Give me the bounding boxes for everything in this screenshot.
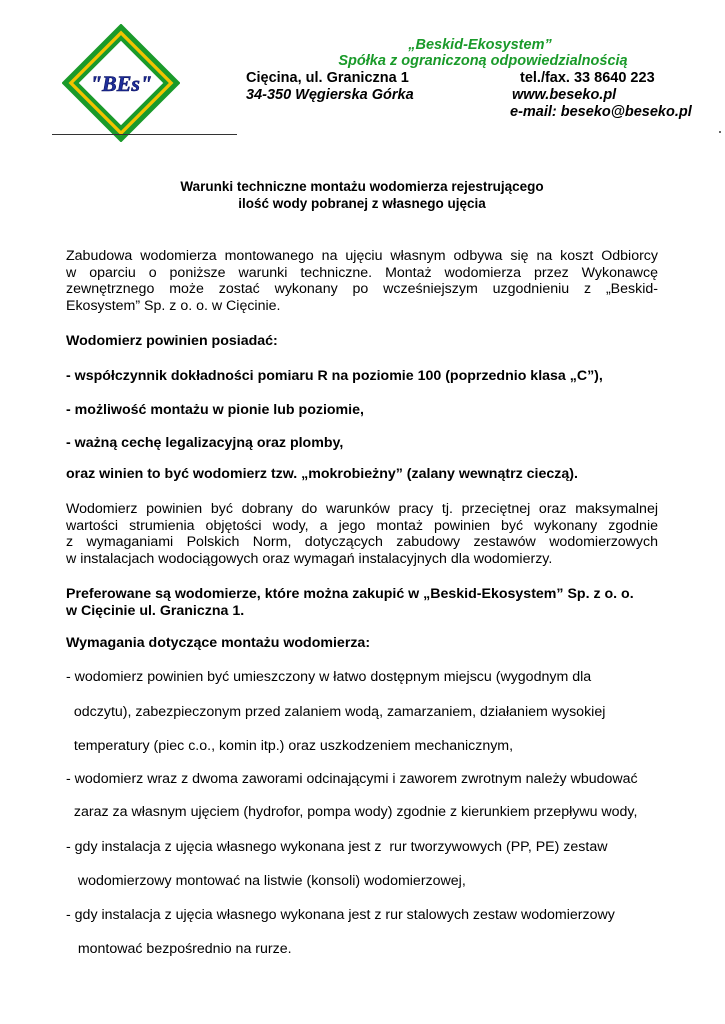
document-title <box>66 178 658 212</box>
requirement-item: - możliwość montażu w pionie lub poziomie, <box>66 402 364 418</box>
preferred-paragraph <box>66 586 658 619</box>
company-name: „Beskid-Ekosystem” <box>408 37 552 53</box>
company-phone: tel./fax. 33 8640 223 <box>520 70 655 86</box>
installation-line: wodomierzowy montować na listwie (konsoli) wodomierzowej, <box>66 873 466 889</box>
company-website: www.beseko.pl <box>512 87 617 103</box>
paragraph-line: Ekosystem” Sp. z o. o. w Cięcinie. <box>66 297 281 314</box>
company-type: Spółka z ograniczoną odpowiedzialnością <box>338 53 628 69</box>
installation-line: odczytu), zabezpieczonym przed zalaniem wodą, zamarzaniem, działaniem wysokiej <box>66 704 606 720</box>
installation-heading: Wymagania dotyczące montażu wodomierza: <box>66 635 371 651</box>
paragraph-line: w instalacjach wodociągowych oraz wymagań instalacyjnych dla wodomierzy. <box>66 550 553 567</box>
installation-line: temperatury (piec c.o., komin itp.) oraz uszkodzeniem mechanicznym, <box>66 738 514 754</box>
paragraph-line: Zabudowa wodomierza montowanego na ujęciu własnym odbywa się na koszt Odbiorcy <box>66 248 658 264</box>
requirements-heading: Wodomierz powinien posiadać: <box>66 333 278 349</box>
intro-paragraph <box>66 248 658 314</box>
header-divider <box>52 134 237 135</box>
paragraph-line: z wymaganiami Polskich Norm, dotyczących zabudowy zestawów wodomierzowych <box>66 534 658 550</box>
company-logo <box>62 24 180 142</box>
company-email: e-mail: beseko@beseko.pl <box>510 104 692 120</box>
paragraph-line: Wodomierz powinien być dobrany do warunków pracy tj. przeciętnej oraz maksymalnej <box>66 501 658 517</box>
installation-line: - gdy instalacja z ujęcia własnego wykonana jest z rur stalowych zestaw wodomierzowy <box>66 907 615 923</box>
installation-line: - wodomierz wraz z dwoma zaworami odcinającymi i zaworem zwrotnym należy wbudować <box>66 771 638 787</box>
logo-text: "BEs" <box>89 71 153 96</box>
installation-line: - wodomierz powinien być umieszczony w łatwo dostępnym miejscu (wygodnym dla <box>66 669 592 685</box>
company-street: Cięcina, ul. Graniczna 1 <box>246 70 409 86</box>
installation-line: - gdy instalacja z ujęcia własnego wykonana jest z rur tworzywowych (PP, PE) zestaw <box>66 839 608 855</box>
paragraph-line: w oparciu o poniższe warunki techniczne. Montaż wodomierza przez Wykonawcę <box>66 264 658 281</box>
company-city: 34-350 Węgierska Górka <box>246 87 414 103</box>
paragraph-line: wartości strumienia objętości wody, a jego montaż powinien być wykonany zgodnie <box>66 517 658 534</box>
selection-paragraph <box>66 501 658 567</box>
paragraph-line: zewnętrznego może zostać wykonany po wcześniejszym uzgodnieniu z „Beskid- <box>66 281 658 297</box>
requirement-item: - ważną cechę legalizacyjną oraz plomby, <box>66 435 344 451</box>
paragraph-line: w Cięcinie ul. Graniczna 1. <box>66 602 245 619</box>
installation-line: zaraz za własnym ujęciem (hydrofor, pompa wody) zgodnie z kierunkiem przepływu wody, <box>66 804 638 820</box>
document-title-line: ilość wody pobranej z własnego ujęcia <box>238 196 486 211</box>
requirements-closing: oraz winien to być wodomierz tzw. „mokrobieżny” (zalany wewnątrz cieczą). <box>66 466 578 482</box>
paragraph-line: Preferowane są wodomierze, które można zakupić w „Beskid-Ekosystem” Sp. z o. o. <box>66 586 634 602</box>
requirement-item: - współczynnik dokładności pomiaru R na poziomie 100 (poprzednio klasa „C”), <box>66 368 603 384</box>
header-divider-dot <box>719 131 721 133</box>
document-title-line: Warunki techniczne montażu wodomierza rejestrującego <box>180 179 544 194</box>
installation-line: montować bezpośrednio na rurze. <box>66 941 292 957</box>
